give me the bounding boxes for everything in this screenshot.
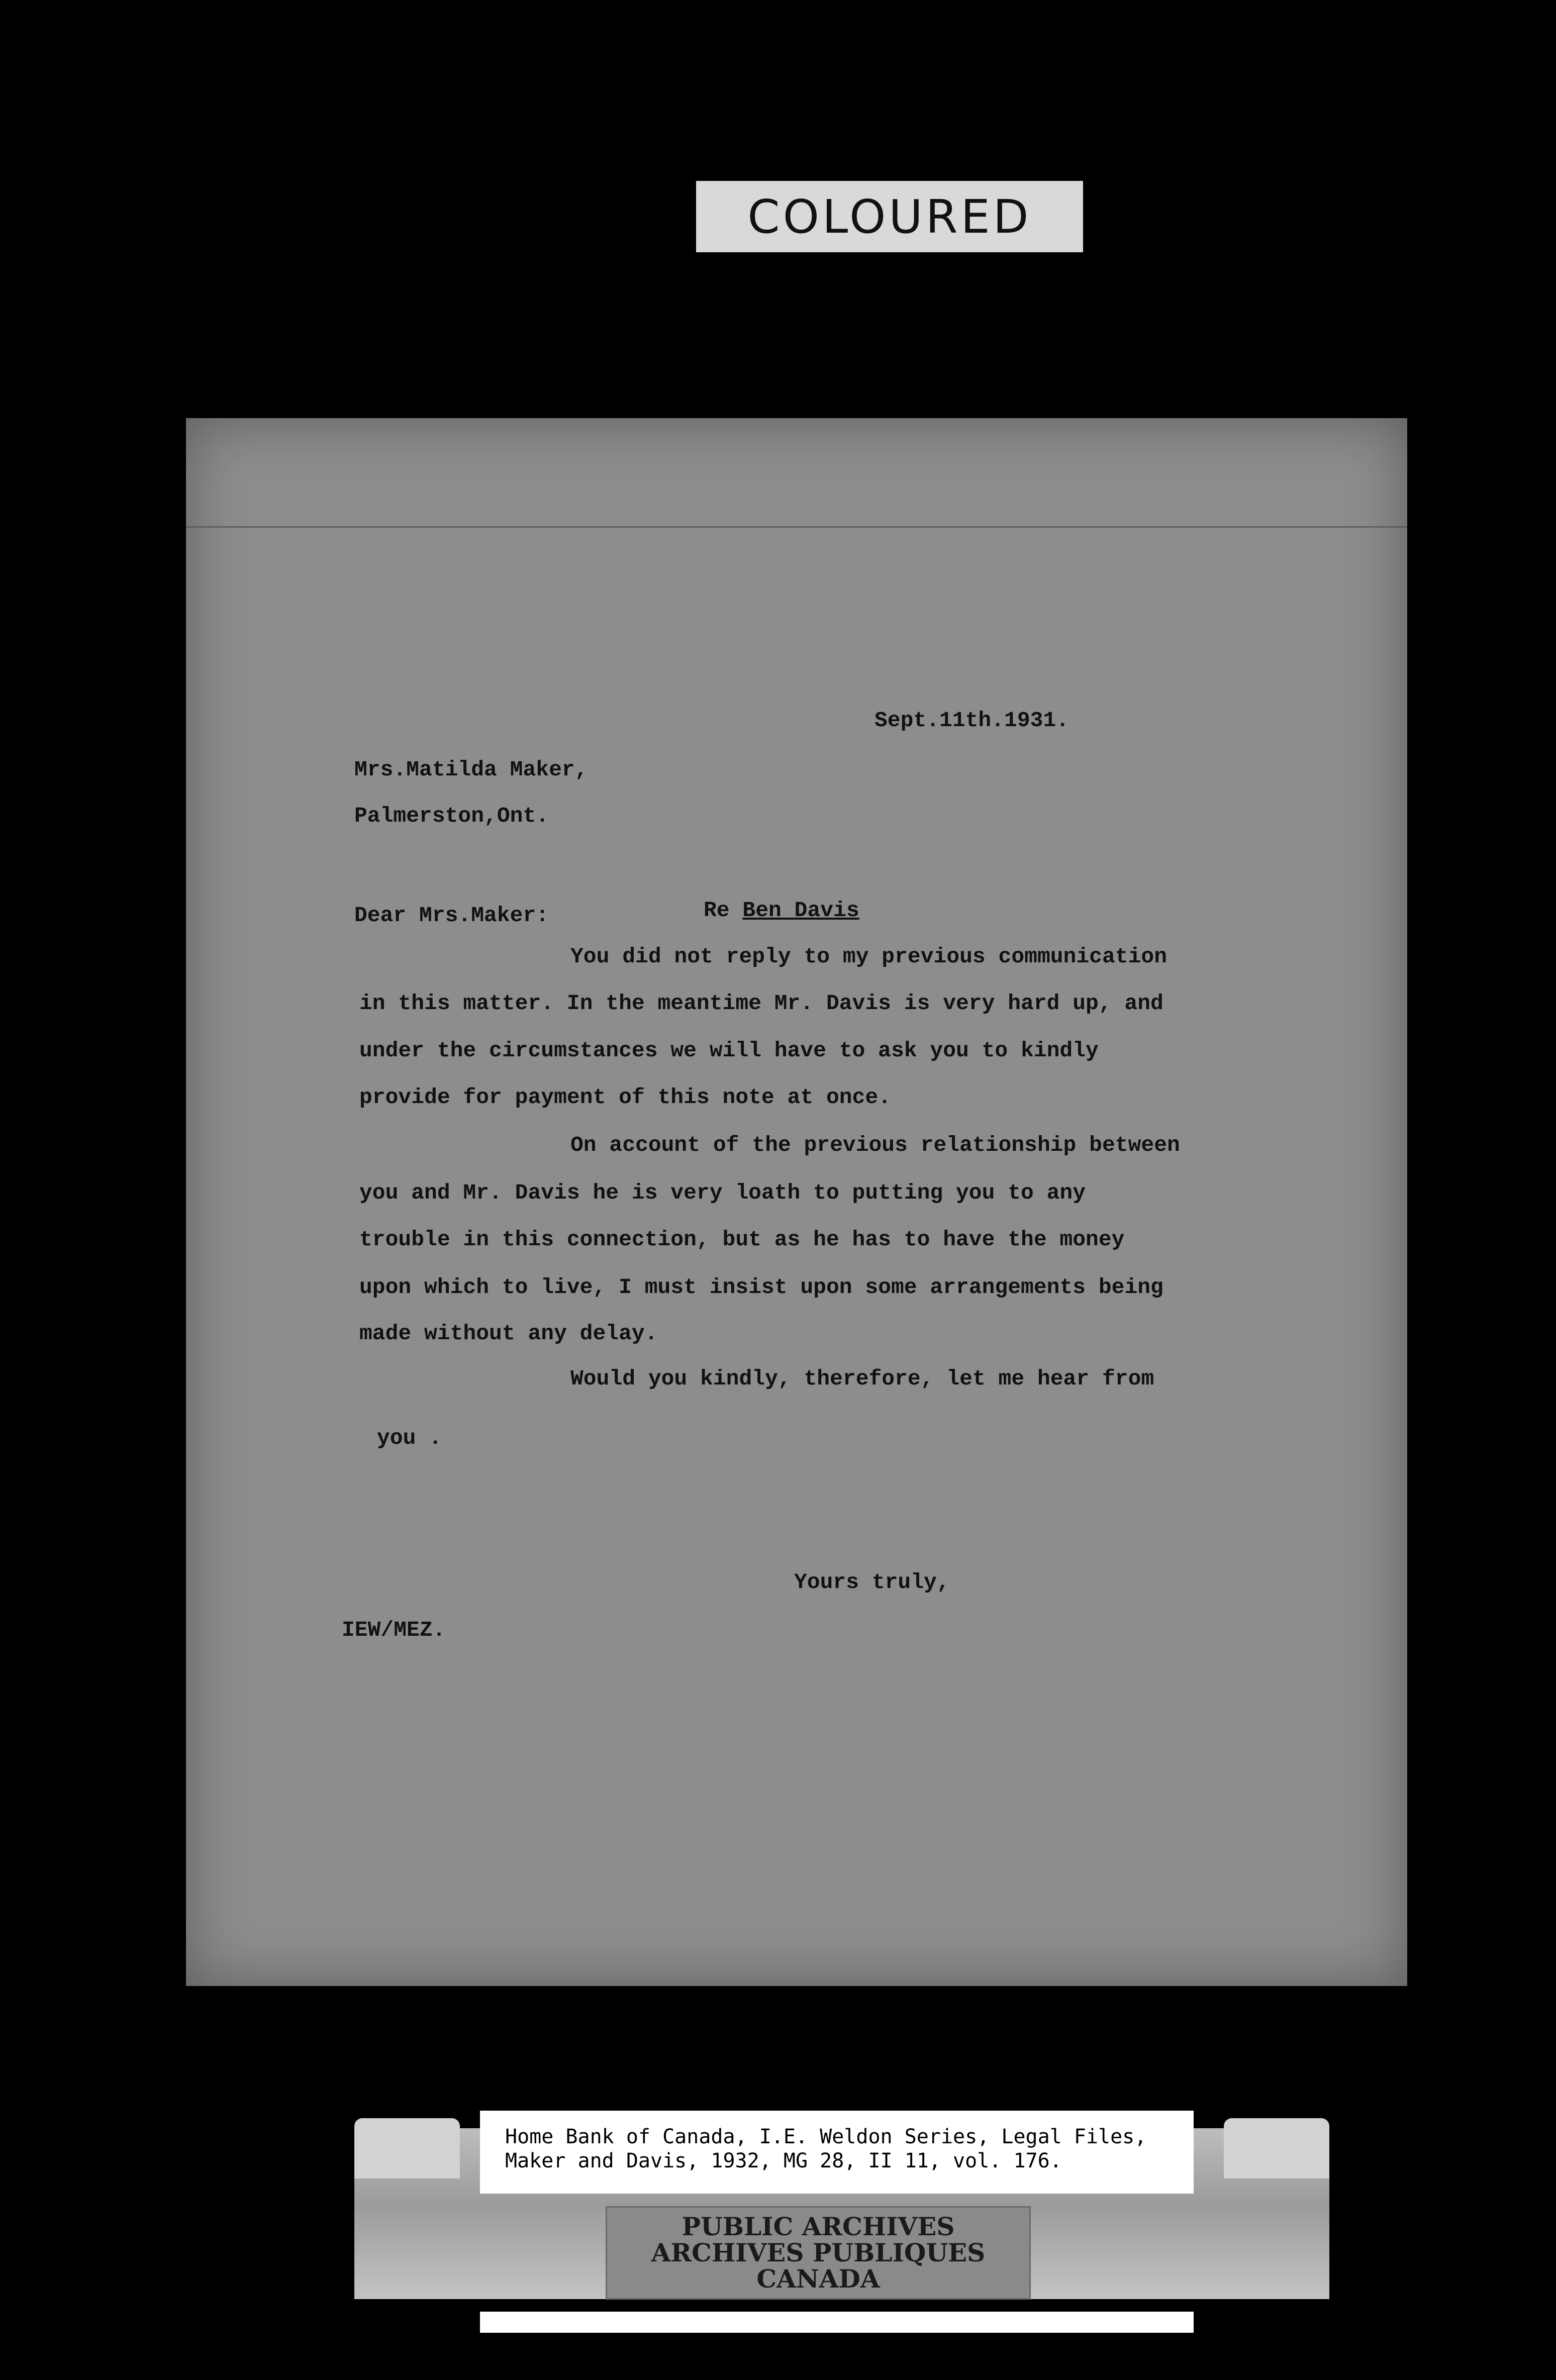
footer-strip xyxy=(480,2312,1194,2333)
citation-box xyxy=(480,2111,1194,2194)
typed-letter xyxy=(186,418,1407,1986)
recipient-name: Mrs.Matilda Maker, xyxy=(354,757,588,782)
letter-line-4: provide for payment of this note at once. xyxy=(359,1085,891,1110)
closing: Yours truly, xyxy=(794,1570,950,1595)
stamp-line-1: PUBLIC ARCHIVES xyxy=(682,2212,955,2241)
letter-line-8: upon which to live, I must insist upon some arrangements being xyxy=(359,1275,1163,1300)
citation-line-1: Home Bank of Canada, I.E. Weldon Series, Legal Files, xyxy=(505,2125,1147,2148)
recipient-address: Palmerston,Ont. xyxy=(354,804,549,828)
archive-footer xyxy=(354,2111,1329,2337)
stamp-line-2: ARCHIVES PUBLIQUES xyxy=(651,2238,986,2267)
letter-line-5: On account of the previous relationship between xyxy=(570,1133,1180,1157)
footer-tab-right xyxy=(1224,2118,1329,2178)
letter-line-2: in this matter. In the meantime Mr. Davis is very hard up, and xyxy=(359,991,1163,1016)
letter-line-6: you and Mr. Davis he is very loath to putting you to any xyxy=(359,1180,1086,1205)
letter-line-11: you . xyxy=(377,1426,442,1450)
letter-line-9: made without any delay. xyxy=(359,1321,658,1346)
re-line xyxy=(704,900,859,921)
stamp-line-3: CANADA xyxy=(756,2264,880,2294)
footer-tab-left xyxy=(354,2118,460,2178)
coloured-label-text: COLOURED xyxy=(747,189,1032,244)
archives-stamp xyxy=(606,2206,1031,2300)
typist-initials: IEW/MEZ. xyxy=(342,1618,446,1642)
re-prefix: Re xyxy=(704,898,730,923)
salutation: Dear Mrs.Maker: xyxy=(354,903,549,928)
letter-line-7: trouble in this connection, but as he has to have the money xyxy=(359,1227,1125,1252)
coloured-label xyxy=(696,181,1083,252)
re-subject: Ben Davis xyxy=(742,898,859,923)
letter-line-10: Would you kindly, therefore, let me hear from xyxy=(570,1366,1154,1391)
fold-line xyxy=(186,526,1407,528)
letter-line-3: under the circumstances we will have to ask you to kindly xyxy=(359,1038,1099,1063)
citation-line-2: Maker and Davis, 1932, MG 28, II 11, vol. 176. xyxy=(505,2149,1062,2172)
letter-line-1: You did not reply to my previous communication xyxy=(570,944,1167,969)
letter-date: Sept.11th.1931. xyxy=(874,708,1069,733)
